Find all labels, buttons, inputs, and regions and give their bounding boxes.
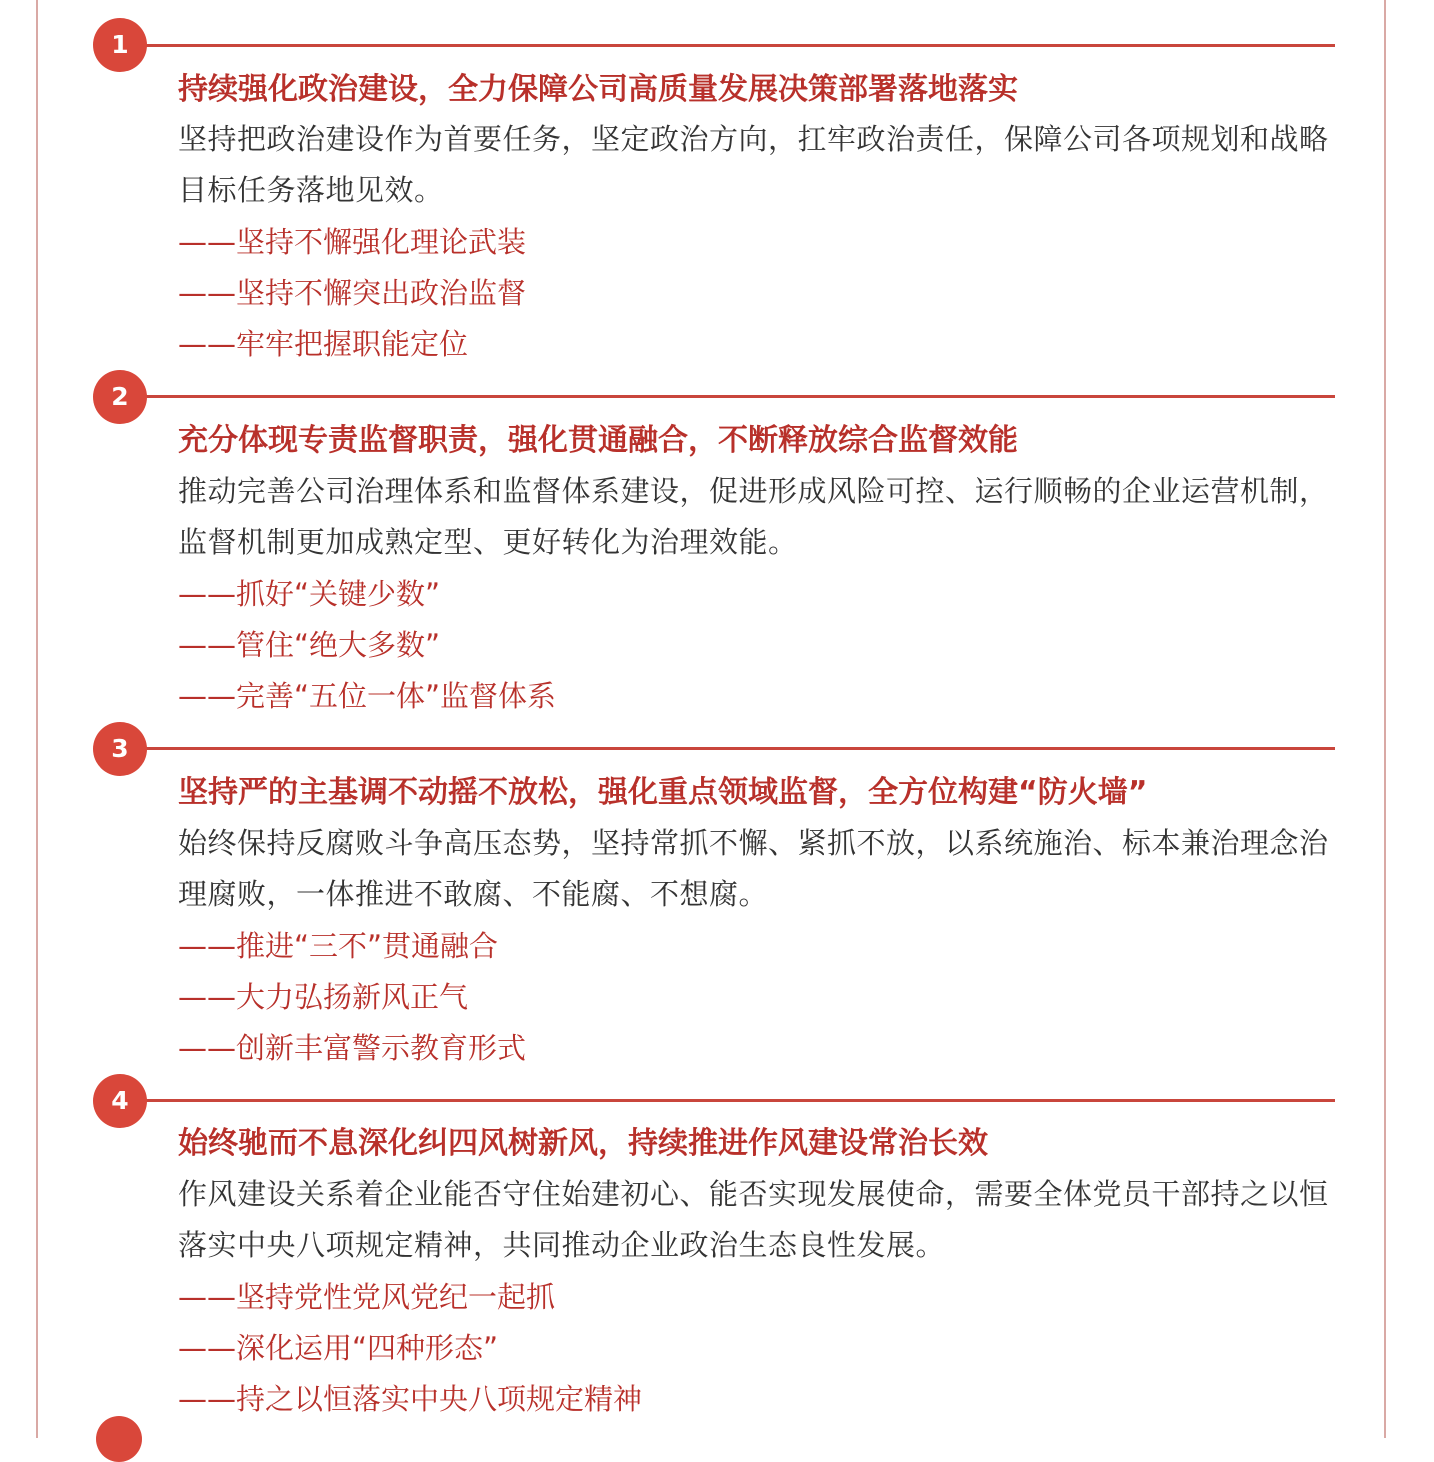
section-divider (145, 1099, 1335, 1102)
key-point: ——坚持不懈突出政治监督 (178, 276, 527, 310)
key-point: ——坚持不懈强化理论武装 (178, 225, 527, 259)
key-point: ——完善“五位一体”监督体系 (178, 679, 557, 713)
key-point: ——坚持党性党风党纪一起抓 (178, 1280, 556, 1314)
key-point: ——大力弘扬新风正气 (178, 980, 469, 1014)
key-point: ——牢牢把握职能定位 (178, 327, 469, 361)
key-points-list (178, 921, 526, 1074)
key-point: ——创新丰富警示教育形式 (178, 1031, 527, 1065)
section-number-badge: 3 (93, 722, 147, 776)
section-divider (145, 395, 1335, 398)
key-point: ——推进“三不”贯通融合 (178, 929, 499, 963)
next-section-badge (96, 1416, 142, 1462)
section-heading: 持续强化政治建设，全力保障公司高质量发展决策部署落地落实 (178, 72, 1018, 107)
key-points-list (178, 1272, 642, 1425)
section-number-badge: 2 (93, 370, 147, 424)
section-number-badge: 1 (93, 18, 147, 72)
key-point: ——持之以恒落实中央八项规定精神 (178, 1382, 643, 1416)
section-body: 作风建设关系着企业能否守住始建初心、能否实现发展使命，需要全体党员干部持之以恒落实中央八项规定精神，共同推动企业政治生态良性发展。 (178, 1177, 1329, 1262)
key-point: ——深化运用“四种形态” (178, 1331, 499, 1365)
section-heading: 坚持严的主基调不动摇不放松，强化重点领域监督，全方位构建“防火墙” (178, 775, 1148, 810)
section-number-badge: 4 (93, 1074, 147, 1128)
key-point: ——管住“绝大多数” (178, 628, 441, 662)
key-points-list (178, 569, 556, 722)
key-points-list (178, 217, 526, 370)
section-body: 始终保持反腐败斗争高压态势，坚持常抓不懈、紧抓不放，以系统施治、标本兼治理念治理腐败，一体推进不敢腐、不能腐、不想腐。 (178, 826, 1329, 911)
section-body: 坚持把政治建设作为首要任务，坚定政治方向，扛牢政治责任，保障公司各项规划和战略目标任务落地见效。 (178, 122, 1329, 207)
section-divider (145, 44, 1335, 47)
section-divider (145, 747, 1335, 750)
section-heading: 充分体现专责监督职责，强化贯通融合，不断释放综合监督效能 (178, 423, 1018, 458)
key-point: ——抓好“关键少数” (178, 577, 441, 611)
section-body: 推动完善公司治理体系和监督体系建设，促进形成风险可控、运行顺畅的企业运营机制，监督机制更加成熟定型、更好转化为治理效能。 (178, 474, 1329, 559)
section-heading: 始终驰而不息深化纠四风树新风，持续推进作风建设常治长效 (178, 1126, 988, 1161)
